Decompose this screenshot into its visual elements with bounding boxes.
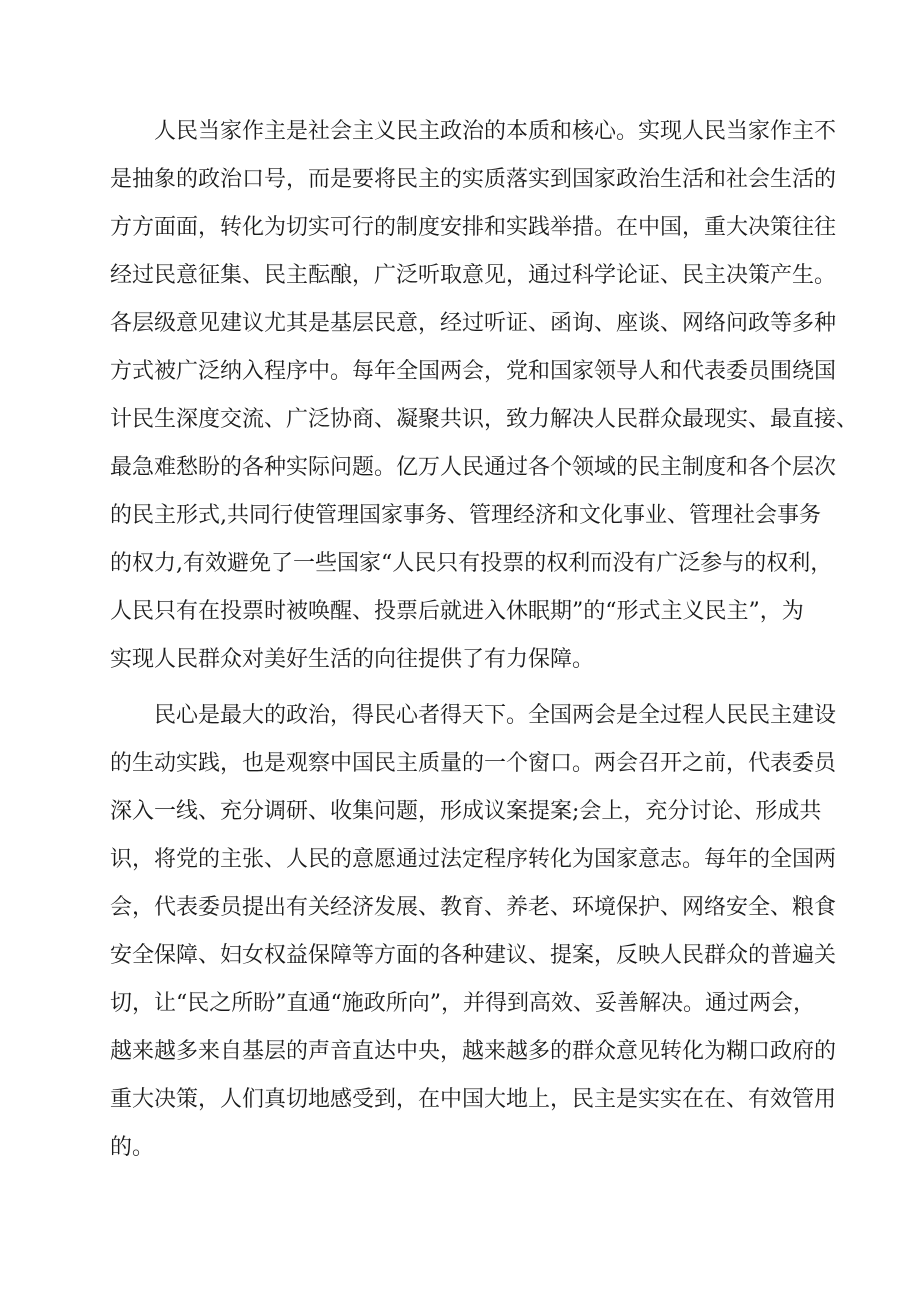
text-line: 的民主形式,共同行使管理国家事务、管理经济和文化事业、管理社会事务 (110, 503, 821, 528)
text-line: 越来越多来自基层的声音直达中央，越来越多的群众意见转化为糊口政府的 (110, 1039, 837, 1064)
text-line: 识，将党的主张、人民的意愿通过法定程序转化为国家意志。每年的全国两 (110, 847, 837, 872)
text-line: 人民只有在投票时被唤醒、投票后就进入休眠期”的“形式主义民主”，为 (110, 599, 804, 624)
text-line: 最急难愁盼的各种实际问题。亿万人民通过各个领域的民主制度和各个层次 (110, 455, 837, 480)
text-line: 的生动实践，也是观察中国民主质量的一个窗口。两会召开之前，代表委员 (110, 751, 837, 776)
text-line: 经过民意征集、民主酝酿，广泛听取意见，通过科学论证、民主决策产生。 (110, 263, 837, 288)
text-line: 实现人民群众对美好生活的向往提供了有力保障。 (110, 647, 595, 672)
text-line: 会，代表委员提出有关经济发展、教育、养老、环境保护、网络安全、粮食 (110, 895, 837, 920)
text-line: 各层级意见建议尤其是基层民意，经过听证、函询、座谈、网络问政等多种 (110, 311, 837, 336)
text-line: 人民当家作主是社会主义民主政治的本质和核心。实现人民当家作主不 (154, 119, 837, 144)
text-line: 方方面面，转化为切实可行的制度安排和实践举措。在中国，重大决策往往 (110, 215, 837, 240)
text-line: 的权力,有效避免了一些国家“人民只有投票的权利而没有广泛参与的权利， (110, 551, 833, 576)
text-line: 计民生深度交流、广泛协商、凝聚共识，致力解决人民群众最现实、最直接、 (110, 407, 859, 432)
text-line: 是抽象的政治口号，而是要将民主的实质落实到国家政治生活和社会生活的 (110, 167, 837, 192)
text-line: 切，让“民之所盼”直通“施政所向”，并得到高效、妥善解决。通过两会， (110, 991, 815, 1016)
text-line: 的。 (110, 1135, 155, 1160)
text-line: 民心是最大的政治，得民心者得天下。全国两会是全过程人民民主建设 (154, 703, 837, 728)
text-line: 方式被广泛纳入程序中。每年全国两会，党和国家领导人和代表委员围绕国 (110, 359, 837, 384)
text-line: 重大决策，人们真切地感受到，在中国大地上，民主是实实在在、有效管用 (110, 1087, 837, 1112)
text-line: 深入一线、充分调研、收集问题，形成议案提案;会上，充分讨论、形成共 (110, 799, 822, 824)
text-line: 安全保障、妇女权益保障等方面的各种建议、提案，反映人民群众的普遍关 (110, 943, 837, 968)
